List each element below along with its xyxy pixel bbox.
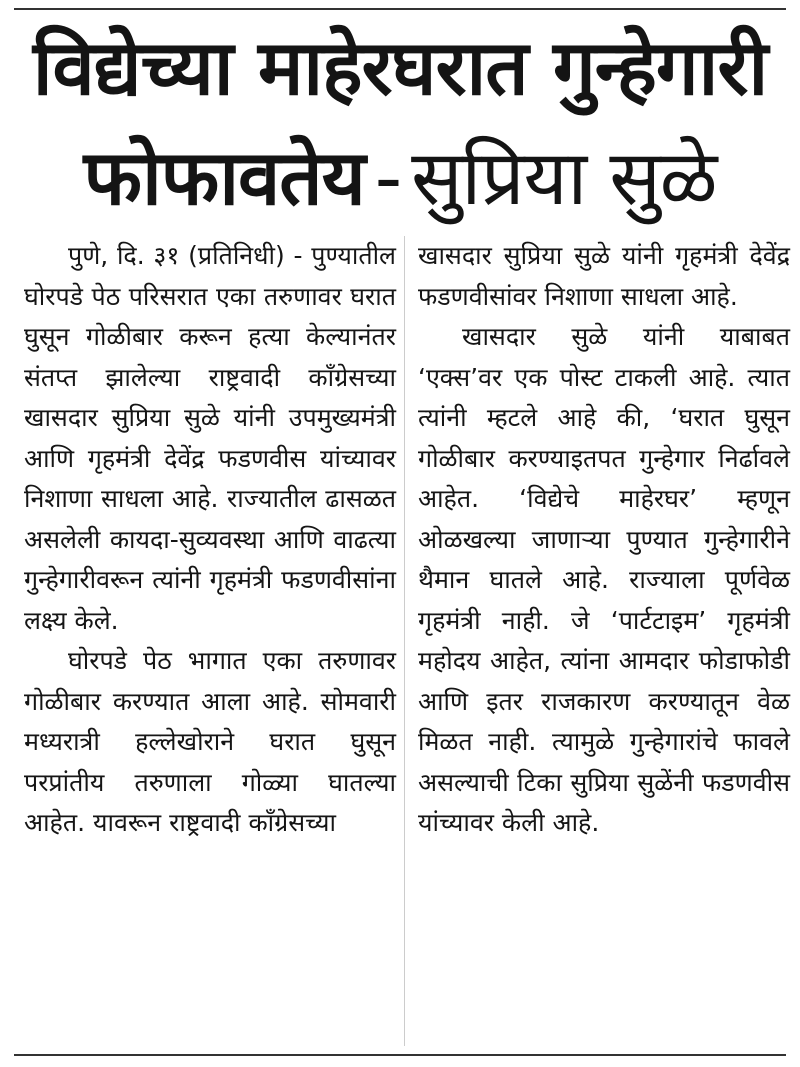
article-text: खासदार सुप्रिया सुळे यांनी गृहमंत्री देवेंद्र फडणवीसांवर निशाणा साधला आहे. — [418, 241, 790, 311]
column-divider — [404, 236, 405, 1046]
headline-byline-name: सुप्रिया सुळे — [411, 133, 717, 222]
article-paragraph — [418, 236, 790, 317]
article-paragraph — [418, 317, 790, 844]
article-text: घोरपडे पेठ भागात एका तरुणावर गोळीबार करण्यात आला आहे. सोमवारी मध्यरात्री हल्लेखोराने घरात घुसून परप्रांतीय तरुणाला गोळ्या घातल्या आहेत. यावरून राष्ट्रवादी काँग्रेसच्या — [24, 646, 396, 837]
headline-dash: - — [374, 133, 402, 222]
article-paragraph — [24, 236, 396, 641]
headline-line-2 — [18, 133, 782, 222]
headline-main-text: फोफावतेय — [83, 133, 365, 222]
top-rule — [14, 8, 786, 10]
article-text: पुण्यातील घोरपडे पेठ परिसरात एका तरुणावर घरात घुसून गोळीबार करून हत्या केल्यानंतर संतप्त झालेल्या राष्ट्रवादी काँग्रेसच्या खासदार सुप्रिया सुळे यांनी उपमुख्यमंत्री आणि गृहमंत्री देवेंद्र फडणवीस यांच्यावर निशाणा साधला आहे. राज्यातील ढासळत असलेली कायदा-सुव्यवस्था आणि वाढत्या गुन्हेगारीवरून त्यांनी गृहमंत्री फडणवीसांना लक्ष्य केले. — [24, 241, 396, 635]
article-column-left — [24, 236, 396, 844]
article-column-right — [418, 236, 790, 844]
headline-line-1: विद्येच्या माहेरघरात गुन्हेगारी — [32, 23, 768, 112]
article-text: खासदार सुळे यांनी याबाबत ‘एक्स’वर एक पोस्ट टाकली आहे. त्यात त्यांनी म्हटले आहे की, ‘घरात घुसून गोळीबार करण्याइतपत गुन्हेगार निर्ढावले आहेत. ‘विद्येचे माहेरघर’ म्हणून ओळखल्या जाणाऱ्या पुण्यात गुन्हेगारीने थैमान घातले आहे. राज्याला पूर्णवेळ गृहमंत्री नाही. जे ‘पार्टटाइम’ गृहमंत्री महोदय आहेत, त्यांना आमदार फोडाफोडी आणि इतर राजकारण करण्यातून वेळ मिळत नाही. त्यामुळे गुन्हेगारांचे फावले असल्याची टिका सुप्रिया सुळेंनी फडणवीस यांच्यावर केली आहे. — [418, 322, 790, 837]
article-paragraph — [24, 641, 396, 844]
bottom-rule — [14, 1054, 786, 1056]
dateline: पुणे, दि. ३१ (प्रतिनिधी) - — [68, 241, 303, 270]
